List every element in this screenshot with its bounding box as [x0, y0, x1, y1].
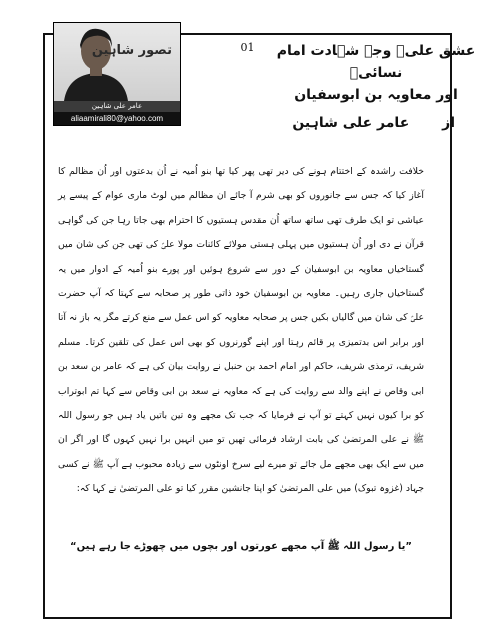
author-email: aliaamirali80@yahoo.com [54, 112, 180, 125]
title-line-2: اور معاویہ بن ابوسفیان [294, 87, 458, 103]
author-photo [54, 23, 180, 101]
article-title [271, 40, 481, 106]
page-number: 01 [240, 41, 255, 54]
author-tag: تصور شاہین [91, 43, 172, 58]
byline-prefix: از [442, 115, 455, 131]
article-body [58, 160, 424, 502]
author-name: عامر علی شاہین [54, 101, 180, 112]
body-paragraph: خلافت راشدہ کے اختتام ہونے کی دیر تھی پھر کیا تھا بنو اُمیہ نے اُن بدعتوں اور اُن مظالم کا آغاز کیا کہ جس سے جانوروں کو بھی شرم آ جائے ان مظالم میں لوٹ ماری عوام کے پیسے پر عیاشی تو ایک طرف تھی ساتھ ساتھ اُن مقدس ہستیوں کا احترام بھی جاتا رہا جن کی گواہی قرآن نے دی اور اُن ہستیوں میں پہلی ہستی مولائے کائنات مولا علیؑ کی تھی جن کی شان میں گستاخیاں معاویہ بن ابوسفیان کے دور سے شروع ہوئیں اور پورے بنو اُمیہ کے ادوار میں یہ گستاخیاں جاری رہیں۔ معاویہ بن ابوسفیان خود ذاتی طور پر صحابہ سے کہتا کہ آپ حضرت علیؑ کی شان میں گالیاں بکیں جس پر صحابہ معاویہ کو اس عمل سے منع کرتے مگر یہ باز نہ آتا اور برابر اس بدتمیزی پر قائم رہتا اور اپنے گورنروں کو بھی اس عمل کی تلقین کرتا۔ مسلم شریف، ترمذی شریف، حاکم اور امام احمد بن حنبل نے روایت بیان کی ہے کہ عامر بن سعد بن ابی وقاص نے اپنے والد سے روایت کی ہے کہ معاویہ نے سعد بن ابی وقاص سے کہا تم ابوتراب کو برا کیوں نہیں کہتے تو آپ نے فرمایا کہ جب تک مجھے وہ تین باتیں یاد ہیں جو رسول اللہ ﷺ نے علی المرتضیٰ کی بابت ارشاد فرمائی تھیں تو میں انہیں برا نہیں کہوں گا اور اگر ان میں سے ایک بھی مجھے مل جائے تو میرے لیے سرخ اونٹوں سے زیادہ محبوب ہے آپ ﷺ نے کسی جہاد (غزوہ تبوک) میں علی المرتضیٰ کو اپنا جانشین مقرر کیا تو علی المرتضیٰ نے کہا کہ: [58, 166, 424, 495]
author-portrait-icon [54, 23, 180, 101]
byline-author: عامر علی شاہین [292, 115, 410, 131]
byline [292, 115, 455, 131]
author-box [53, 22, 181, 126]
quote-line: ”یا رسول اللہ ﷺ آپ مجھے عورتوں اور بچوں میں چھوڑے جا رہے ہیں“ [70, 541, 412, 552]
title-line-1: عشق علیؑ وجہ شہادت امام نسائیؒ [276, 43, 476, 81]
